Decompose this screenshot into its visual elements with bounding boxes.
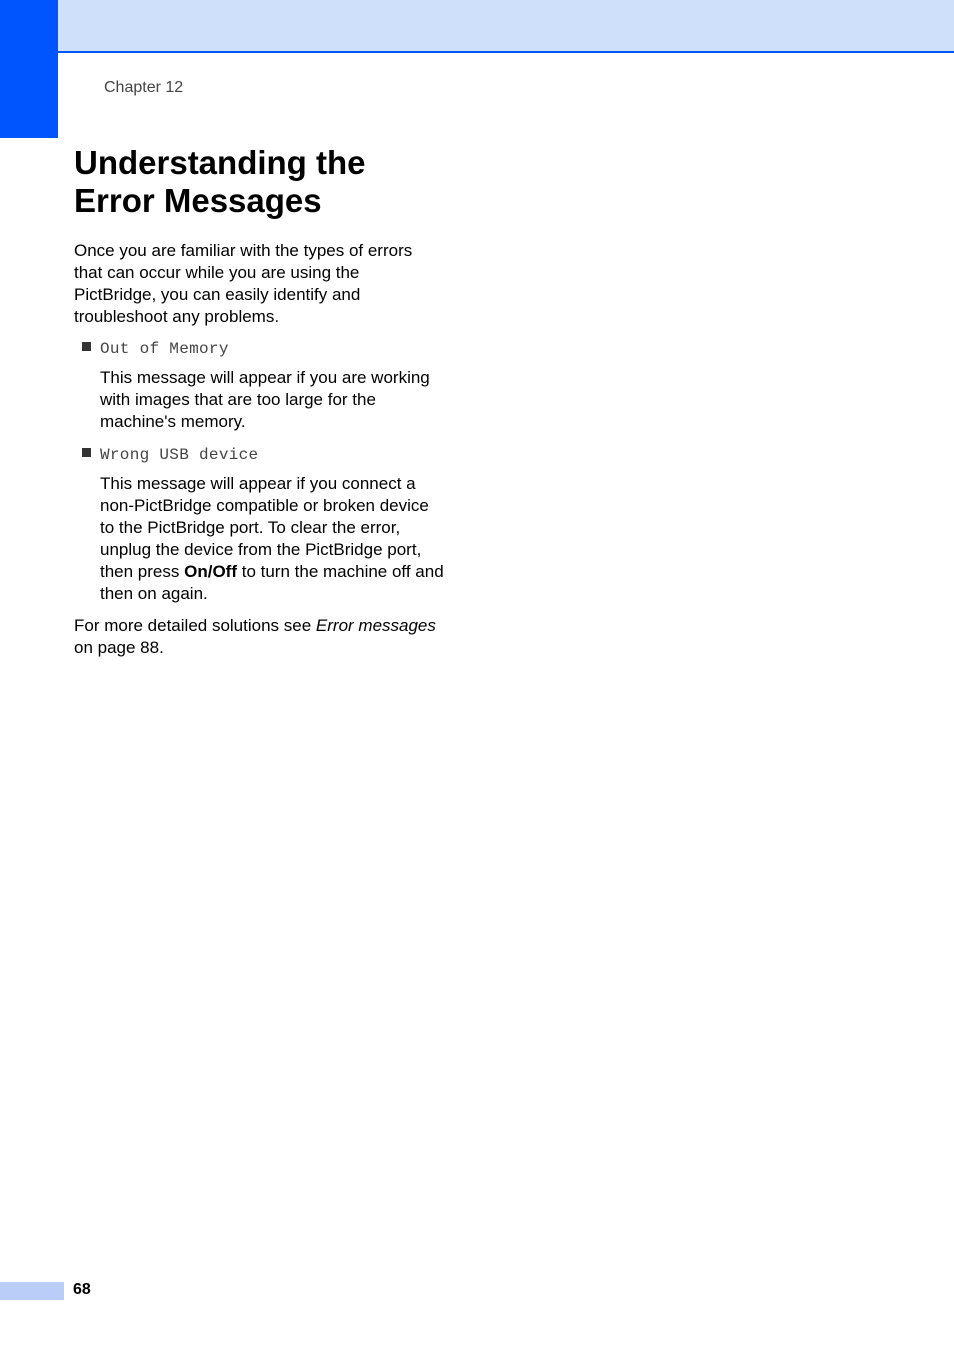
- page-number: 68: [73, 1281, 91, 1298]
- closing-text-end: on page 88.: [74, 638, 164, 657]
- error-messages-reference[interactable]: Error messages: [315, 616, 436, 635]
- error-description-text-end: to turn the machine off and then on again.: [100, 562, 444, 603]
- error-item-out-of-memory: [74, 337, 444, 359]
- bullet-square-icon: [82, 342, 91, 351]
- error-message-label: Wrong USB device: [100, 446, 259, 464]
- closing-paragraph: [74, 615, 444, 659]
- closing-text: For more detailed solutions see: [74, 616, 316, 635]
- page-title-line-1: Understanding the: [74, 144, 366, 181]
- header-band: [58, 0, 954, 53]
- bullet-square-icon: [82, 448, 91, 457]
- chapter-side-tab: [0, 0, 58, 138]
- error-description: [74, 473, 444, 605]
- error-description-text: This message will appear if you connect a non-PictBridge compatible or broken device to the PictBridge port. To clear the error, unplug the device from the PictBridge port, then press: [100, 474, 429, 581]
- page-title: [74, 144, 366, 220]
- error-item-wrong-usb-device: [74, 443, 444, 465]
- error-description: This message will appear if you are working with images that are too large for the machine's memory.: [100, 368, 430, 431]
- intro-paragraph: Once you are familiar with the types of errors that can occur while you are using the PictBridge, you can easily identify and troubleshoot any problems.: [74, 241, 413, 326]
- page-title-line-2: Error Messages: [74, 182, 322, 219]
- on-off-key-name: On/Off: [184, 562, 237, 581]
- main-content: [74, 240, 444, 659]
- chapter-label: Chapter 12: [104, 79, 184, 96]
- footer-bar: [0, 1282, 64, 1300]
- error-message-label: Out of Memory: [100, 340, 229, 358]
